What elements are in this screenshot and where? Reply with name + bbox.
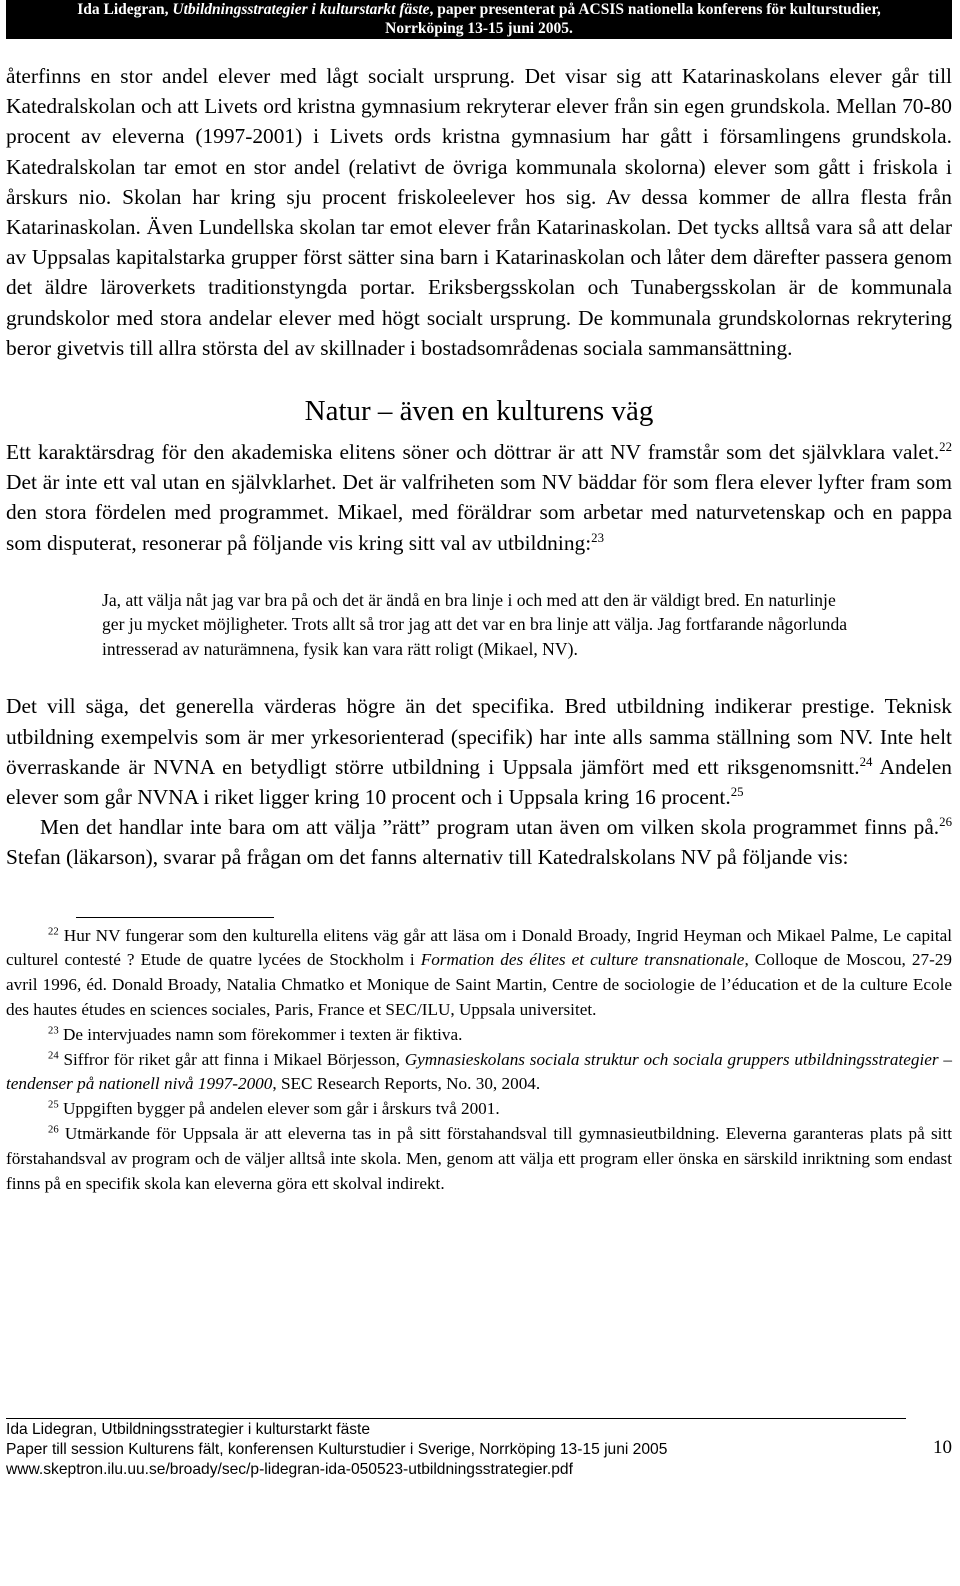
footnote-ref-22[interactable]: 22 (939, 439, 952, 454)
footnote-number: 26 (48, 1124, 59, 1136)
running-header (6, 0, 952, 39)
section-heading: Natur – även en kulturens väg (304, 395, 654, 428)
body-paragraph-2 (6, 437, 952, 558)
footnote-divider (76, 917, 274, 918)
footnote-25 (6, 1097, 952, 1122)
header-line-1 (6, 0, 952, 19)
block-quote: Ja, att välja nåt jag var bra på och det är ändå en bra linje i och med att den är väldigt bred. En naturlinje ger ju mycket möjligheter. Trots allt så tror jag att det var en bra linje att välja. Jag fortfarande någorlunda intresserad av naturämnena, fysik kan vara rätt roligt (Mikael, NV). (102, 589, 848, 659)
footer-url[interactable]: www.skeptron.ilu.uu.se/broady/sec/p-lidegran-ida-050523-utbildningsstrategier.pdf (6, 1461, 573, 1478)
footnote-text: Hur NV fungerar som den kulturella elitens väg går att läsa om i Donald Broady, Ingrid Heyman och Mikael Palme, Le capital culturel contesté ? Etude de quatre lycées de Stockholm i (6, 925, 952, 970)
page-footer (6, 1418, 952, 1480)
footnote-text: Siffror för riket går att finna i Mikael Börjesson, (58, 1049, 405, 1069)
paragraph-text: Det vill säga, det generella värderas högre än det specifika. Bred utbildning indikerar prestige. Teknisk utbildning exempelvis som är mer yrkesorienterad (specifik) har inte alls samma ställning som NV. Inte helt överraskande är NVNA en betydligt större utbildning i Uppsala jämfört med ett riksgenomsnitt. (6, 694, 952, 779)
footnotes (6, 924, 952, 1197)
footnote-23 (6, 1023, 952, 1048)
footnote-text: , SEC Research Reports, No. 30, 2004. (272, 1074, 541, 1094)
page-number: 10 (933, 1437, 952, 1458)
paragraph-text: Ett karaktärsdrag för den akademiska elitens söner och döttrar är att NV framstår som det självklara valet. (6, 440, 940, 465)
footer-lines (6, 1420, 906, 1480)
footnote-text: , Colloque de Moscou, 27-29 avril 1996, éd. Donald Broady, Natalia Chmatko et Monique de Saint Martin, Centre de sociologie de l’éducation et de la culture Ecole des hautes études en sciences sociales, Paris, France et SEC/ILU, Uppsala universitet. (6, 950, 952, 1019)
body-paragraph-3 (6, 691, 952, 812)
paragraph-text: Det är inte ett val utan en självklarhet. Det är valfriheten som NV bäddar för som flera elever lyfter fram som den stora fördelen med programmet. Mikael, med föräldrar som arbetar med naturvetenskap och en pappa som disputerat, resonerar på följande vis kring sitt val av utbildning: (6, 470, 952, 555)
document-page (6, 0, 952, 1196)
footnote-ref-23[interactable]: 23 (591, 530, 604, 545)
header-author: Ida Lidegran, (77, 1, 173, 18)
footnote-number: 22 (48, 925, 59, 937)
footnote-text: De intervjuades namn som förekommer i texten är fiktiva. (58, 1024, 463, 1044)
header-title: Utbildningsstrategier i kulturstarkt fäste (172, 1, 430, 18)
footnote-22 (6, 924, 952, 1023)
footnote-number: 25 (48, 1099, 59, 1111)
footnote-24 (6, 1048, 952, 1098)
footnote-italic: Gymnasieskolans sociala struktur och sociala gruppers utbildningsstrategier – tendenser på nationell nivå 1997-2000 (6, 1049, 952, 1094)
header-line-2: Norrköping 13-15 juni 2005. (385, 20, 573, 37)
footnote-26 (6, 1122, 952, 1196)
footer-divider (6, 1418, 906, 1419)
footnote-ref-25[interactable]: 25 (730, 784, 744, 799)
footnote-ref-24[interactable]: 24 (859, 754, 873, 769)
header-venue: , paper presenterat på ACSIS nationella konferens för kulturstudier, (429, 1, 881, 18)
footnote-text: Utmärkande för Uppsala är att eleverna tas in på sitt förstahandsval till gymnasieutbildning. Eleverna garanteras plats på sitt förstahandsval av program och de väljer alltså inte skola. Men, genom att välja ett program eller önska en särskild inriktning som endast finns på en specifik skola kan eleverna göra ett skolval indirekt. (6, 1123, 952, 1193)
body-paragraph-1: återfinns en stor andel elever med lågt socialt ursprung. Det visar sig att Katarinaskolans elever går till Katedralskolan och att Livets ord kristna gymnasium rekryterar elever från sin egen grundskola. Mellan 70-80 procent av eleverna (1997-2001) i Livets ords kristna gymnasium har gått i församlingens grundskola. Katedralskolan tar emot en stor andel (relativt de övriga kommunala skolorna) elever som gått i friskola i årskurs nio. Skolan har kring sju procent friskoleelever hos sig. Av dessa kommer de allra flesta från Katarinaskolan. Även Lundellska skolan tar emot elever från Katarinaskolan. Det tycks alltså vara så att delar av Uppsalas kapitalstarka grupper först sätter sina barn i Katarinaskolan och låter dem därefter passera genom det äldre läroverkets traditionstyngda portar. Eriksbergsskolan och Tunabergsskolan är de kommunala grundskolor med stora andelar elever med högt socialt ursprung. De kommunala grundskolornas rekrytering beror givetvis till allra största del av skillnader i bostadsområdenas sociala sammansättning. (6, 64, 952, 360)
body-paragraph-4 (6, 812, 952, 872)
footnote-ref-26[interactable]: 26 (939, 815, 952, 830)
footnote-italic: Formation des élites et culture transnationale (420, 950, 745, 970)
footnote-number: 24 (48, 1049, 59, 1061)
paragraph-text: Andelen elever som går NVNA i riket ligger kring 10 procent och i Uppsala kring 16 procent. (6, 754, 953, 809)
paragraph-text: Stefan (läkarson), svarar på frågan om det fanns alternativ till Katedralskolans NV på följande vis: (6, 845, 849, 870)
footnote-text: Uppgiften bygger på andelen elever som går i årskurs två 2001. (58, 1099, 500, 1119)
footer-session: Paper till session Kulturens fält, konferensen Kulturstudier i Sverige, Norrköping 13-15 juni 2005 (6, 1441, 668, 1458)
footnote-number: 23 (48, 1025, 59, 1037)
footer-author-title: Ida Lidegran, Utbildningsstrategier i kulturstarkt fäste (6, 1421, 371, 1438)
paragraph-text: Men det handlar inte bara om att välja ”rätt” program utan även om vilken skola programmet finns på. (40, 815, 940, 840)
